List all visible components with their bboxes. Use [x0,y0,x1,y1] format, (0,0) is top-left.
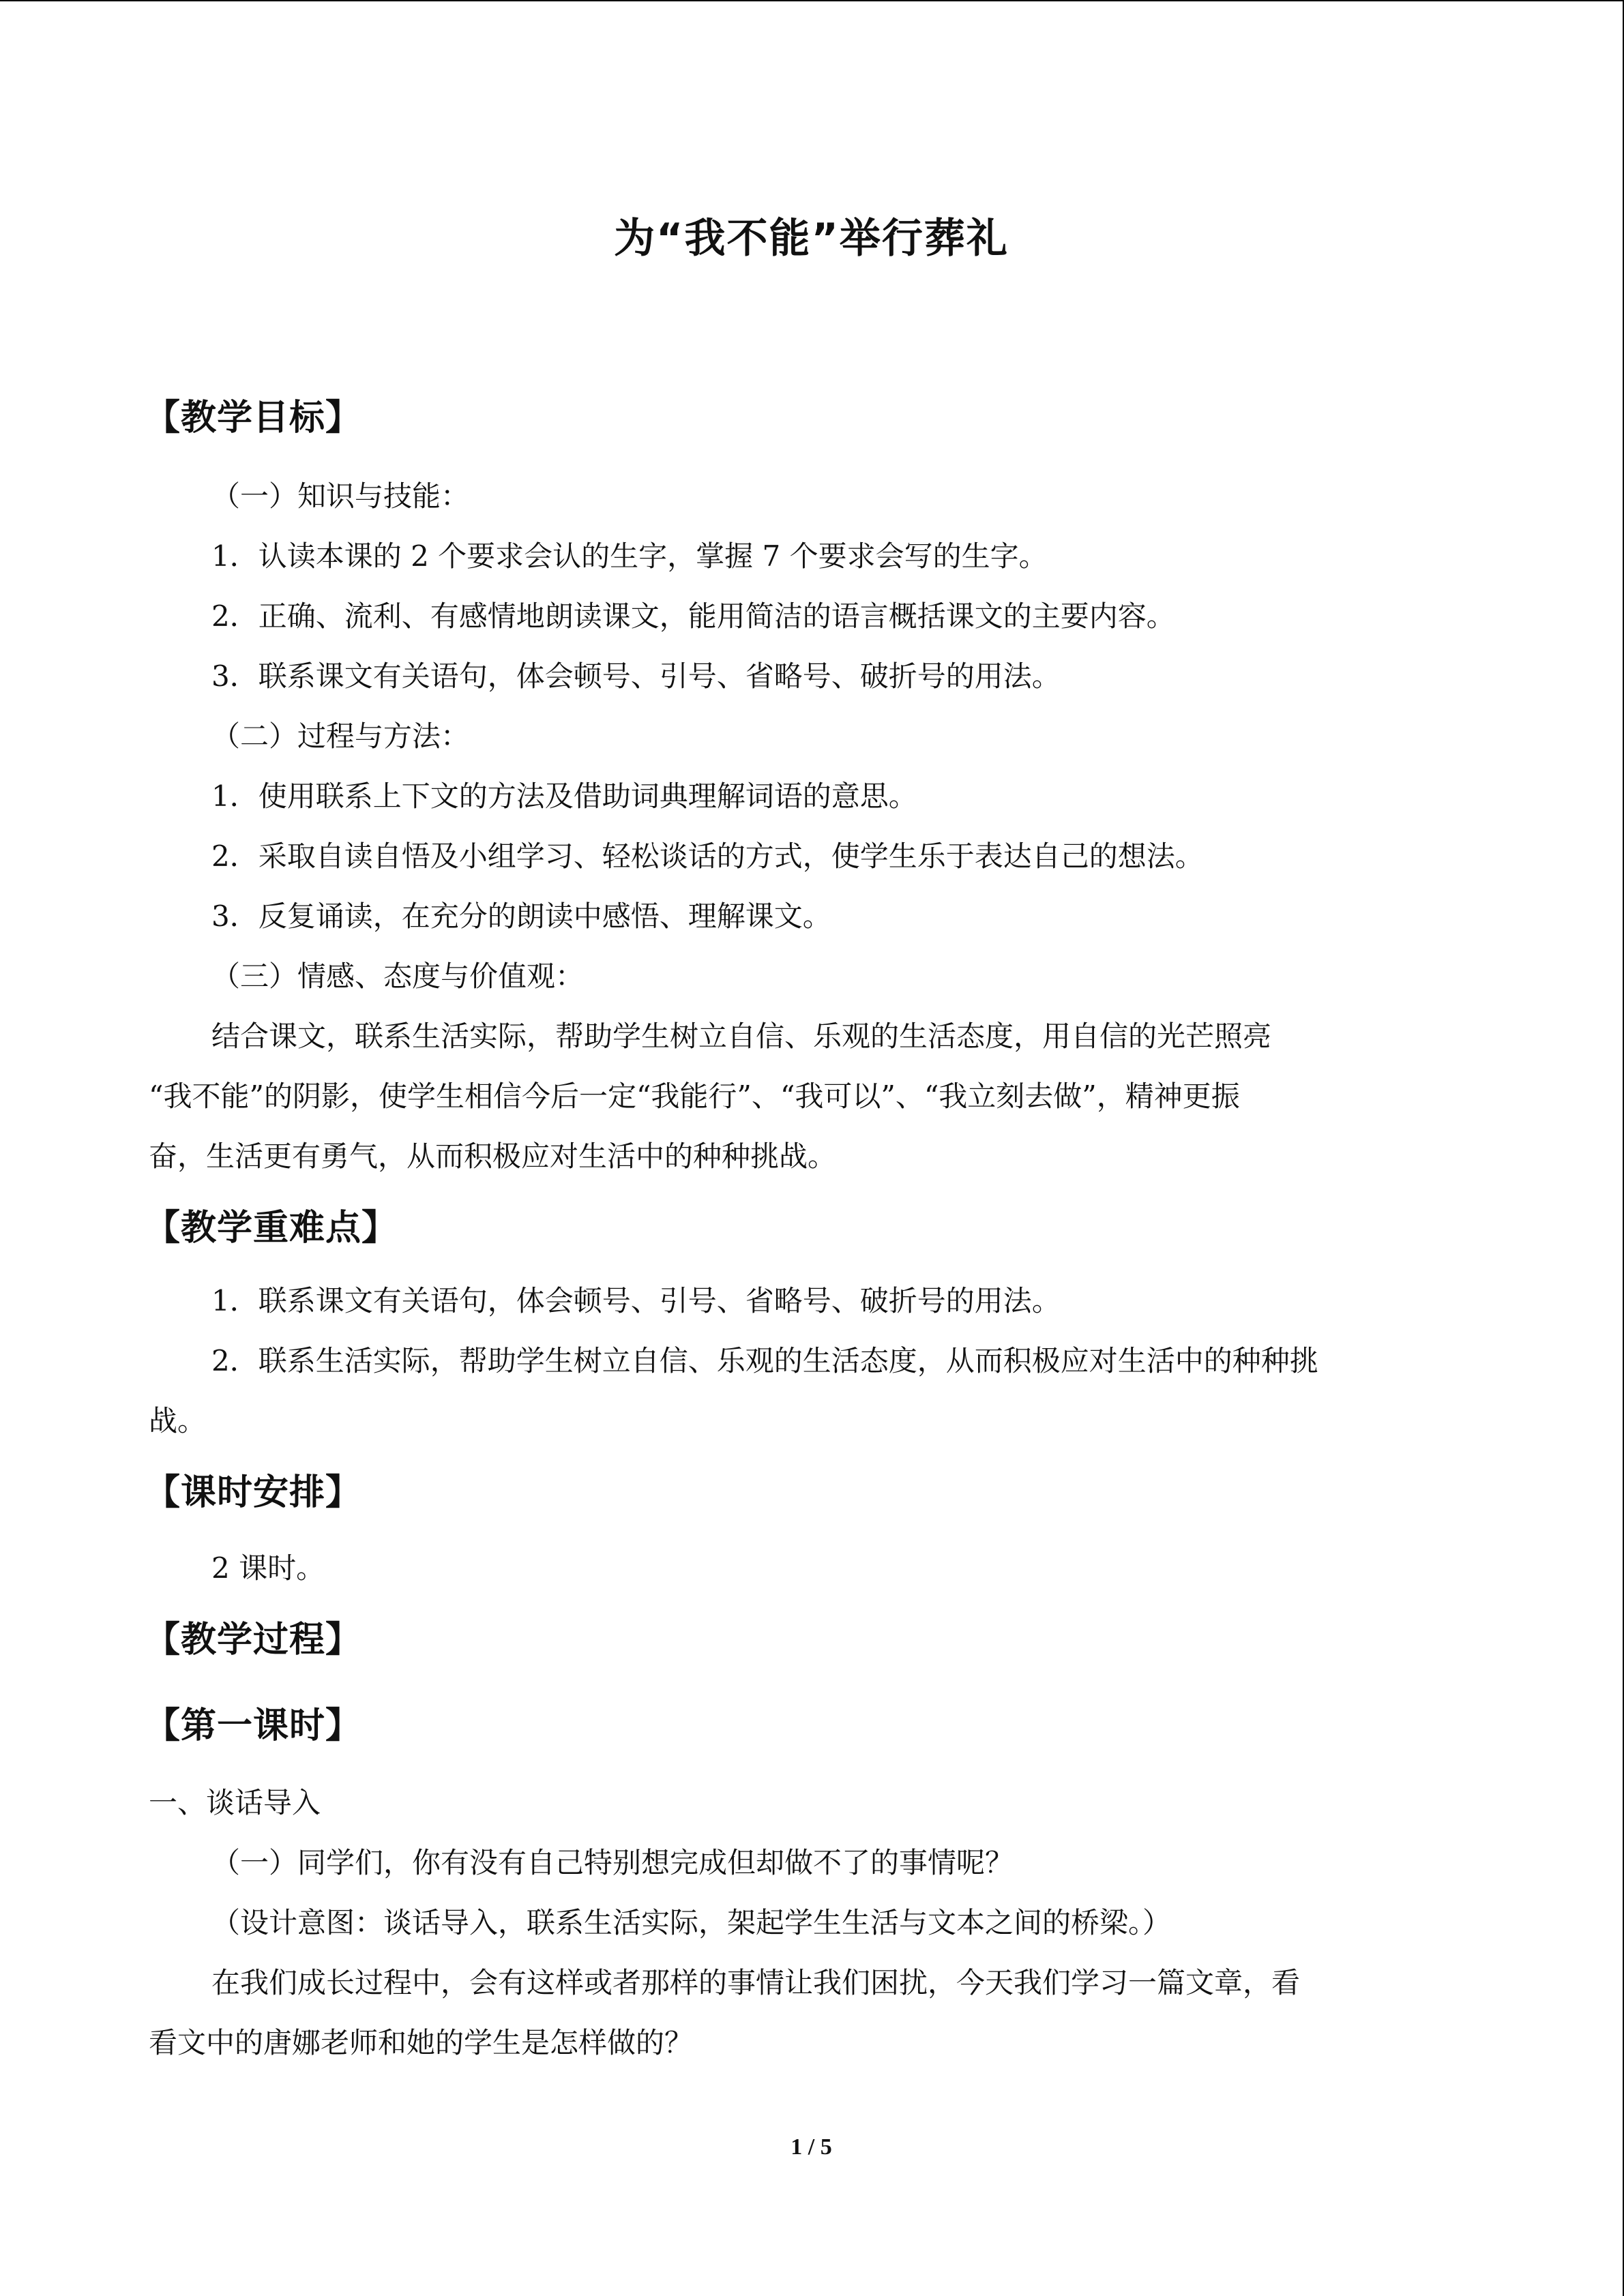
list-item: 3．联系课文有关语句，体会顿号、引号、省略号、破折号的用法。 [211,659,1061,693]
list-item: 1．使用联系上下文的方法及借助词典理解词语的意思。 [211,779,917,813]
subheading-process-methods: （二）过程与方法： [211,719,470,753]
question-line: （一）同学们，你有没有自己特别想完成但却做不了的事情呢？ [211,1846,1014,1879]
heading-teaching-process: 【教学过程】 [145,1620,362,1660]
paragraph-line: 结合课文，联系生活实际，帮助学生树立自信、乐观的生活态度，用自信的光芒照亮 [211,1019,1272,1053]
heading-teaching-goals: 【教学目标】 [145,398,362,438]
list-item: 1．联系课文有关语句，体会顿号、引号、省略号、破折号的用法。 [211,1284,1061,1317]
list-item: 1．认读本课的 2 个要求会认的生字，掌握 7 个要求会写的生字。 [211,539,1048,573]
document-title: 为“我不能”举行葬礼 [614,215,1009,263]
heading-lesson-one: 【第一课时】 [145,1705,362,1746]
list-item: 3．反复诵读，在充分的朗读中感悟、理解课文。 [211,899,831,933]
paragraph-line: “我不能”的阴影，使学生相信今后一定“我能行”、“我可以”、“我立刻去做”，精神更振 [149,1079,1240,1113]
list-item-continuation: 战。 [149,1404,207,1437]
heading-key-points: 【教学重难点】 [145,1208,398,1249]
heading-schedule: 【课时安排】 [145,1472,362,1513]
subheading-knowledge-skills: （一）知识与技能： [211,479,470,513]
page-number: 1 / 5 [791,2134,832,2160]
subheading-emotion-values: （三）情感、态度与价值观： [211,959,585,993]
part-heading: 一、谈话导入 [149,1786,321,1819]
list-item: 2．采取自读自悟及小组学习、轻松谈话的方式，使学生乐于表达自己的想法。 [211,839,1204,873]
paragraph-line: 在我们成长过程中，会有这样或者那样的事情让我们困扰，今天我们学习一篇文章，看 [211,1966,1301,1999]
list-item: 2．联系生活实际，帮助学生树立自信、乐观的生活态度，从而积极应对生活中的种种挑 [211,1344,1318,1377]
paragraph-line: 看文中的唐娜老师和她的学生是怎样做的？ [149,2026,694,2059]
list-item: 2．正确、流利、有感情地朗读课文，能用简洁的语言概括课文的主要内容。 [211,599,1175,633]
schedule-text: 2 课时。 [211,1551,325,1585]
paragraph-line: 奋，生活更有勇气，从而积极应对生活中的种种挑战。 [149,1139,837,1173]
design-intent-line: （设计意图：谈话导入，联系生活实际，架起学生生活与文本之间的桥梁。） [211,1906,1172,1939]
